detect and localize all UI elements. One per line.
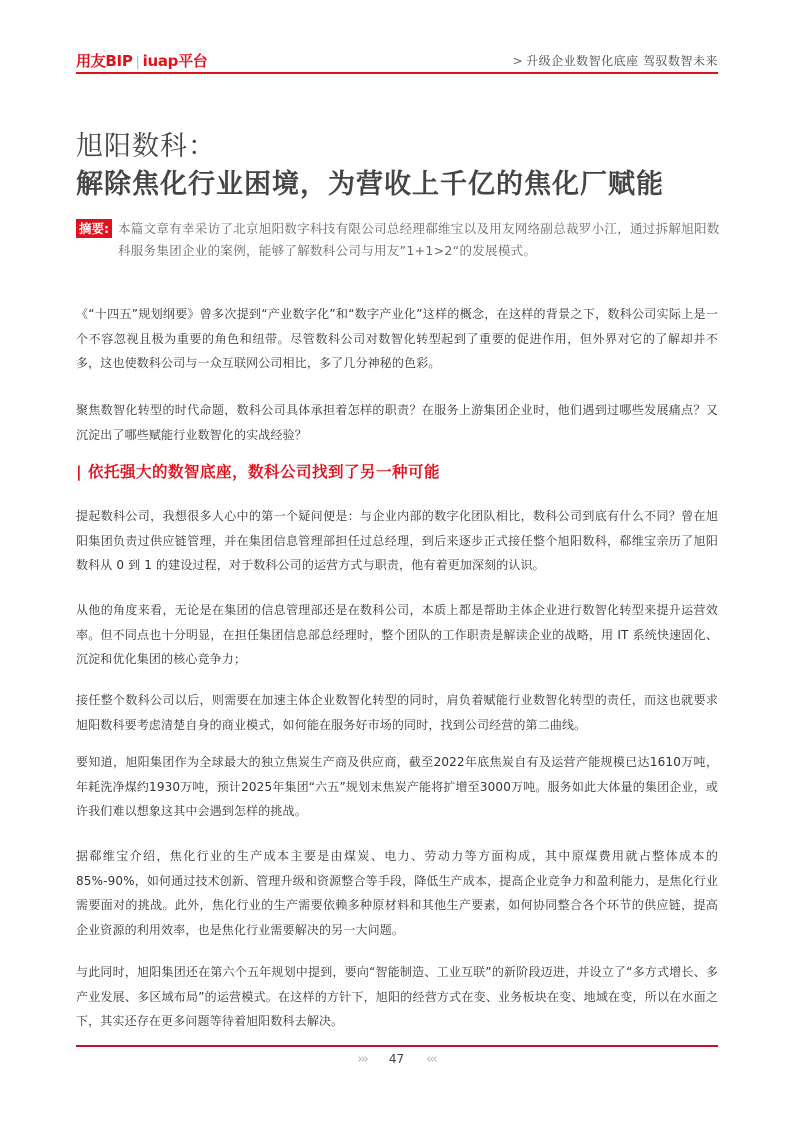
article-title bbox=[76, 128, 736, 204]
chevrons-left-icon: ‹‹‹ bbox=[426, 1052, 436, 1067]
title-line-2: 解除焦化行业困境，为营收上千亿的焦化厂赋能 bbox=[76, 169, 664, 200]
section-paragraph-3: 接任整个数科公司以后，则需要在加速主体企业数智化转型的同时，肩负着赋能行业数智化转型的责任，而这也就要求旭阳数科要考虑清楚自身的商业模式，如何能在服务好市场的同时，找到公司经营的第二曲线。 bbox=[76, 693, 718, 732]
intro-paragraph-1: 《“十四五”规划纲要》曾多次提到“产业数字化”和“数字产业化”这样的概念，在这样的背景之下，数科公司实际上是一个不容忽视且极为重要的角色和纽带。尽管数科公司对数智化转型起到了重要的促进作用，但外界对它的了解却并不多，这也使数科公司与一众互联网公司相比，多了几分神秘的色彩。 bbox=[76, 307, 718, 370]
title-line-1: 旭阳数科： bbox=[76, 131, 216, 162]
section-paragraph-1: 提起数科公司，我想很多人心中的第一个疑问便是：与企业内部的数字化团队相比，数科公司到底有什么不同？曾在旭阳集团负责过供应链管理，并在集团信息管理部担任过总经理，到后来逐步正式接任整个旭阳数科，郗维宝亲历了旭阳数科从 0 到 1 的建设过程，对于数科公司的运营方式与职责，他有着更加深刻的认识。 bbox=[76, 509, 718, 572]
brand-logo bbox=[76, 50, 208, 71]
abstract-text: 本篇文章有幸采访了北京旭阳数字科技有限公司总经理郗维宝以及用友网络副总裁罗小江，通过拆解旭阳数科服务集团企业的案例，能够了解数科公司与用友”1+1>2“的发展模式。 bbox=[118, 221, 720, 258]
intro-paragraph-2: 聚焦数智化转型的时代命题，数科公司具体承担着怎样的职责？在服务上游集团企业时，他们遇到过哪些发展痛点？又沉淀出了哪些赋能行业数智化的实战经验？ bbox=[76, 403, 718, 442]
abstract-block bbox=[76, 218, 726, 262]
section-paragraph-6: 与此同时，旭阳集团还在第六个五年规划中提到，要向“智能制造、工业互联”的新阶段迈进，并设立了“多方式增长、多产业发展、多区域布局”的运营模式。在这样的方针下，旭阳的经营方式在变、业务板块在变、地域在变，所以在水面之下，其实还存在更多问题等待着旭阳数科去解决。 bbox=[76, 965, 718, 1028]
chevrons-right-icon: ››› bbox=[357, 1052, 367, 1067]
brand-main: 用友BIP bbox=[76, 52, 133, 70]
abstract-tag: 摘要: bbox=[76, 219, 112, 238]
section-heading: | 依托强大的数智底座，数科公司找到了另一种可能 bbox=[76, 463, 441, 481]
section-paragraph-2: 从他的角度来看，无论是在集团的信息管理部还是在数科公司，本质上都是帮助主体企业进行数智化转型来提升运营效率。但不同点也十分明显，在担任集团信息部总经理时，整个团队的工作职责是解读企业的战略，用 IT 系统快速固化、沉淀和优化集团的核心竞争力； bbox=[76, 603, 718, 666]
header-divider bbox=[76, 72, 718, 74]
brand-sub: iuap平台 bbox=[142, 52, 208, 70]
section-paragraph-5: 据郗维宝介绍，焦化行业的生产成本主要是由煤炭、电力、劳动力等方面构成，其中原煤费用就占整体成本的85%-90%，如何通过技术创新、管理升级和资源整合等手段，降低生产成本，提高企业竞争力和盈利能力，是焦化行业需要面对的挑战。此外，焦化行业的生产需要依赖多种原材料和其他生产要素，如何协同整合各个环节的供应链，提高企业资源的利用效率，也是焦化行业需要解决的另一大问题。 bbox=[76, 849, 718, 937]
footer-divider bbox=[76, 1045, 718, 1047]
section-paragraph-4: 要知道，旭阳集团作为全球最大的独立焦炭生产商及供应商，截至2022年底焦炭自有及运营产能规模已达1610万吨，年耗洗净煤约1930万吨，预计2025年集团“六五”规划末焦炭产能将扩增至3000万吨。服务如此大体量的集团企业，或许我们难以想象这其中会遇到怎样的挑战。 bbox=[76, 755, 718, 818]
slogan-text: 升级企业数智化底座 驾驭数智未来 bbox=[526, 54, 718, 68]
page-number: 47 bbox=[388, 1052, 405, 1066]
page-footer bbox=[0, 1052, 793, 1067]
page-header bbox=[76, 48, 718, 72]
brand-separator: | bbox=[135, 55, 140, 70]
chevron-right-icon: > bbox=[512, 54, 524, 68]
header-slogan bbox=[513, 52, 718, 69]
